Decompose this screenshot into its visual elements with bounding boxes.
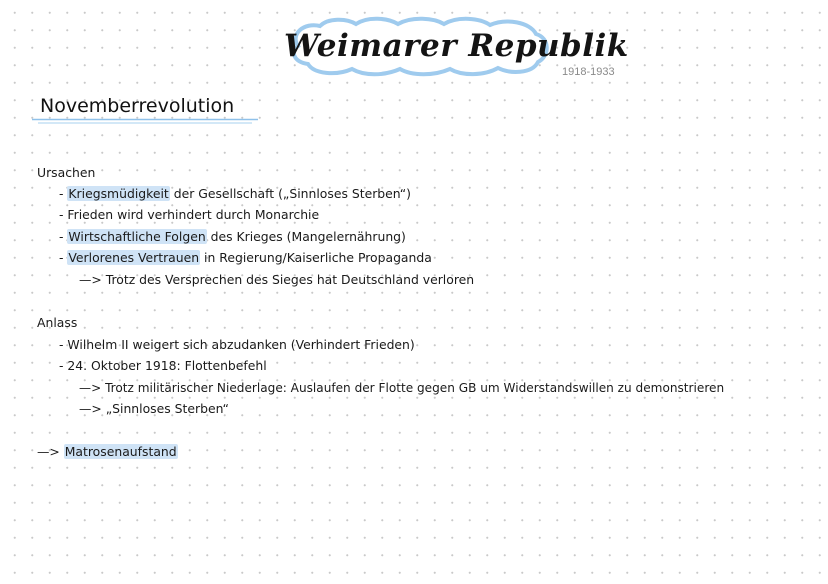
- list-item: [59, 250, 432, 266]
- page-title: Weimarer Republik: [284, 28, 629, 64]
- item-text: des Krieges (Mangelernährung): [206, 229, 406, 244]
- list-item: [59, 207, 319, 223]
- bullet: -: [59, 207, 68, 222]
- highlight: Kriegsmüdigkeit: [68, 186, 169, 201]
- item-text: Frieden wird verhindert durch Monarchie: [67, 207, 320, 222]
- highlight: Wirtschaftliche Folgen: [68, 229, 206, 244]
- anlass-heading: Anlass: [37, 315, 78, 330]
- sub-item: —> Trotz des Versprechen des Sieges hat Deutschland verloren: [79, 272, 475, 287]
- conclusion: [37, 444, 178, 460]
- list-item: - 24. Oktober 1918: Flottenbefehl: [59, 358, 267, 373]
- highlight: Verlorenes Vertrauen: [68, 250, 200, 265]
- highlight: Matrosenaufstand: [64, 444, 177, 459]
- list-item: [59, 229, 406, 245]
- section-underline: [30, 118, 260, 125]
- bullet: -: [59, 229, 68, 244]
- sub-item: —> Trotz militärischer Niederlage: Auslaufen der Flotte gegen GB um Widerstandswillen zu demonstrieren: [79, 381, 725, 395]
- section-title: Novemberrevolution: [40, 95, 235, 117]
- year-range: 1918-1933: [562, 66, 615, 78]
- list-item: - Wilhelm II weigert sich abzudanken (Verhindert Frieden): [59, 337, 415, 352]
- ursachen-heading: Ursachen: [37, 165, 96, 180]
- arrow: —>: [37, 444, 64, 459]
- sub-item: —> „Sinnloses Sterben“: [79, 401, 229, 416]
- item-text: in Regierung/Kaiserliche Propaganda: [200, 250, 432, 265]
- bullet: -: [59, 186, 68, 201]
- list-item: [59, 186, 411, 202]
- bullet: -: [59, 250, 68, 265]
- item-text: der Gesellschaft („Sinnloses Sterben“): [169, 186, 411, 201]
